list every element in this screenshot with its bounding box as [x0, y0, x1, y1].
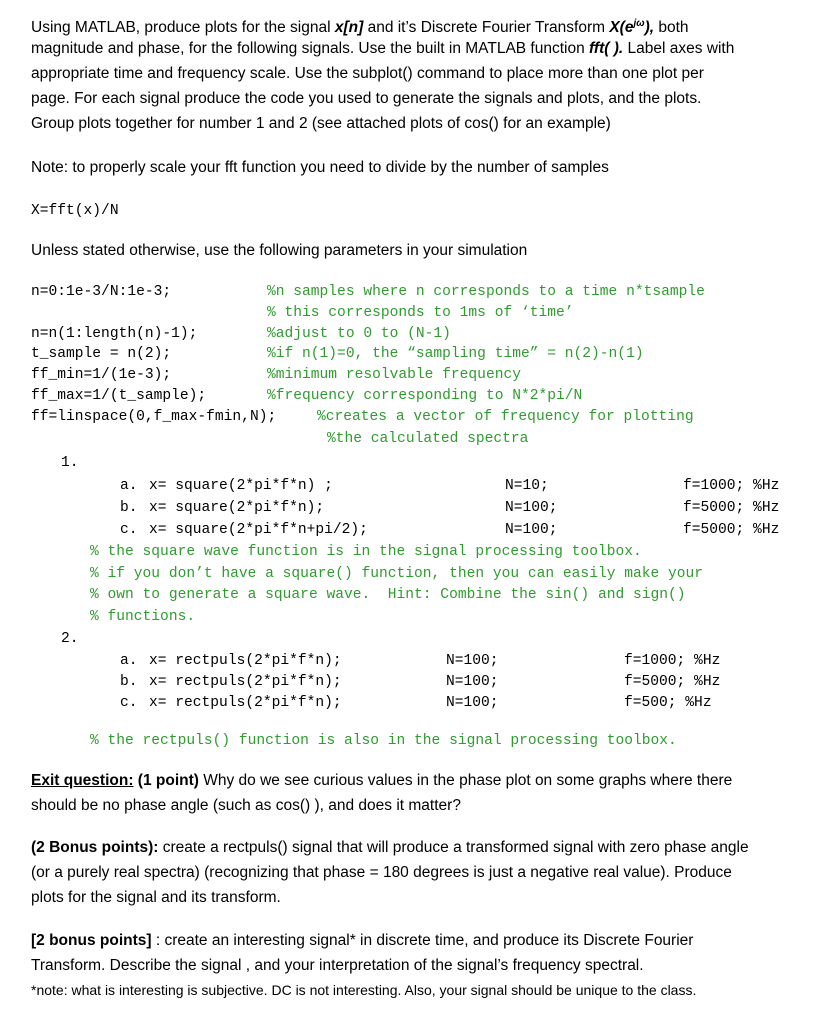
problem-1c-f: f=5000; %Hz [683, 522, 780, 538]
problem-1c-n: N=100; [505, 522, 558, 538]
param-comment: %creates a vector of frequency for plotting [317, 409, 694, 425]
problem-2b-label: b. [120, 674, 138, 690]
param-code-line: t_sample = n(2); [31, 346, 172, 362]
problem-1c-label: c. [120, 522, 138, 538]
problem-1b-expr: x= square(2*pi*f*n); [149, 500, 325, 516]
problem-1a-expr: x= square(2*pi*f*n) ; [149, 478, 333, 494]
problem-2a-label: a. [120, 653, 138, 669]
problem-2a-expr: x= rectpuls(2*pi*f*n); [149, 653, 342, 669]
bonus-2-label: [2 bonus points] [31, 932, 152, 949]
param-comment: % this corresponds to 1ms of ‘time’ [267, 305, 574, 321]
intro-line-3: appropriate time and frequency scale. Use the subplot() command to place more than one plot per [31, 65, 704, 82]
intro-line-4: page. For each signal produce the code you used to generate the signals and plots, and the plots. [31, 90, 702, 107]
fft-symbol: fft( ). [589, 40, 624, 57]
intro-line-2: magnitude and phase, for the following signals. Use the built in MATLAB function fft( ). Label axes with [31, 40, 735, 57]
problem-1-comment: % the square wave function is in the signal processing toolbox. [90, 544, 642, 560]
problem-2a-f: f=1000; %Hz [624, 653, 721, 669]
param-code-line: n=0:1e-3/N:1e-3; [31, 284, 172, 300]
scaling-note: Note: to properly scale your fft function you need to divide by the number of samples [31, 159, 609, 176]
problem-1b-f: f=5000; %Hz [683, 500, 780, 516]
bonus-2-footnote: *note: what is interesting is subjective. DC is not interesting. Also, your signal should be unique to the class. [31, 982, 697, 998]
param-code-line: ff_max=1/(t_sample); [31, 388, 207, 404]
bonus-1-line-3: plots for the signal and its transform. [31, 889, 281, 906]
problem-1a-label: a. [120, 478, 138, 494]
problem-1a-n: N=10; [505, 478, 549, 494]
problem-2c-f: f=500; %Hz [624, 695, 712, 711]
problem-2c-expr: x= rectpuls(2*pi*f*n); [149, 695, 342, 711]
param-comment: %adjust to 0 to (N-1) [267, 326, 451, 342]
problem-1a-f: f=1000; %Hz [683, 478, 780, 494]
param-comment: %minimum resolvable frequency [267, 367, 521, 383]
dtft-symbol: $X(e^{j\omega})$, [609, 18, 655, 37]
problem-1b-n: N=100; [505, 500, 558, 516]
param-comment: %frequency corresponding to N*2*pi/N [267, 388, 583, 404]
intro-line-5: Group plots together for number 1 and 2 (see attached plots of cos() for an example) [31, 115, 611, 132]
problem-1b-label: b. [120, 500, 138, 516]
intro-text: Using MATLAB, produce plots for the signal [31, 19, 335, 37]
params-heading: Unless stated otherwise, use the following parameters in your simulation [31, 242, 528, 259]
problem-2b-n: N=100; [446, 674, 499, 690]
exit-question-label: Exit question: [31, 772, 134, 789]
intro-text: and it’s Discrete Fourier Transform [363, 19, 610, 37]
bonus-1-line-1: (2 Bonus points): create a rectpuls() signal that will produce a transformed signal with zero phase angle [31, 839, 749, 856]
param-code-line: ff=linspace(0,f_max-fmin,N); [31, 409, 277, 425]
problem-2b-expr: x= rectpuls(2*pi*f*n); [149, 674, 342, 690]
problem-1c-expr: x= square(2*pi*f*n+pi/2); [149, 522, 368, 538]
param-comment: %the calculated spectra [327, 431, 529, 447]
problem-1-comment: % functions. [90, 609, 196, 625]
bonus-2-line-2: Transform. Describe the signal , and your interpretation of the signal’s frequency spectral. [31, 957, 644, 974]
problem-1-number: 1. [61, 455, 79, 471]
bonus-1-label: (2 Bonus points): [31, 839, 159, 856]
problem-2a-n: N=100; [446, 653, 499, 669]
exit-question-points: (1 point) [133, 772, 199, 789]
param-comment: %n samples where n corresponds to a time n*tsample [267, 284, 705, 300]
exit-question-line-2: should be no phase angle (such as cos() ), and does it matter? [31, 797, 461, 814]
exit-question-line-1: Exit question: (1 point) Why do we see curious values in the phase plot on some graphs where there [31, 772, 733, 789]
problem-2b-f: f=5000; %Hz [624, 674, 721, 690]
problem-2c-n: N=100; [446, 695, 499, 711]
problem-2-number: 2. [61, 631, 79, 647]
intro-text: both [654, 19, 689, 37]
problem-2c-label: c. [120, 695, 138, 711]
problem-2-comment: % the rectpuls() function is also in the signal processing toolbox. [90, 733, 677, 749]
fft-code: X=fft(x)/N [31, 203, 119, 219]
param-code-line: ff_min=1/(1e-3); [31, 367, 172, 383]
bonus-1-line-2: (or a purely real spectra) (recognizing that phase = 180 degrees is just a negative real value). Produce [31, 864, 732, 881]
bonus-2-line-1: [2 bonus points] : create an interesting signal* in discrete time, and produce its Discrete Fourier [31, 932, 694, 949]
problem-1-comment: % own to generate a square wave. Hint: Combine the sin() and sign() [90, 587, 686, 603]
problem-1-comment: % if you don’t have a square() function, then you can easily make your [90, 566, 704, 582]
param-comment: %if n(1)=0, the “sampling time” = n(2)-n(1) [267, 346, 644, 362]
signal-symbol: x[n] [334, 19, 364, 37]
param-code-line: n=n(1:length(n)-1); [31, 326, 198, 342]
